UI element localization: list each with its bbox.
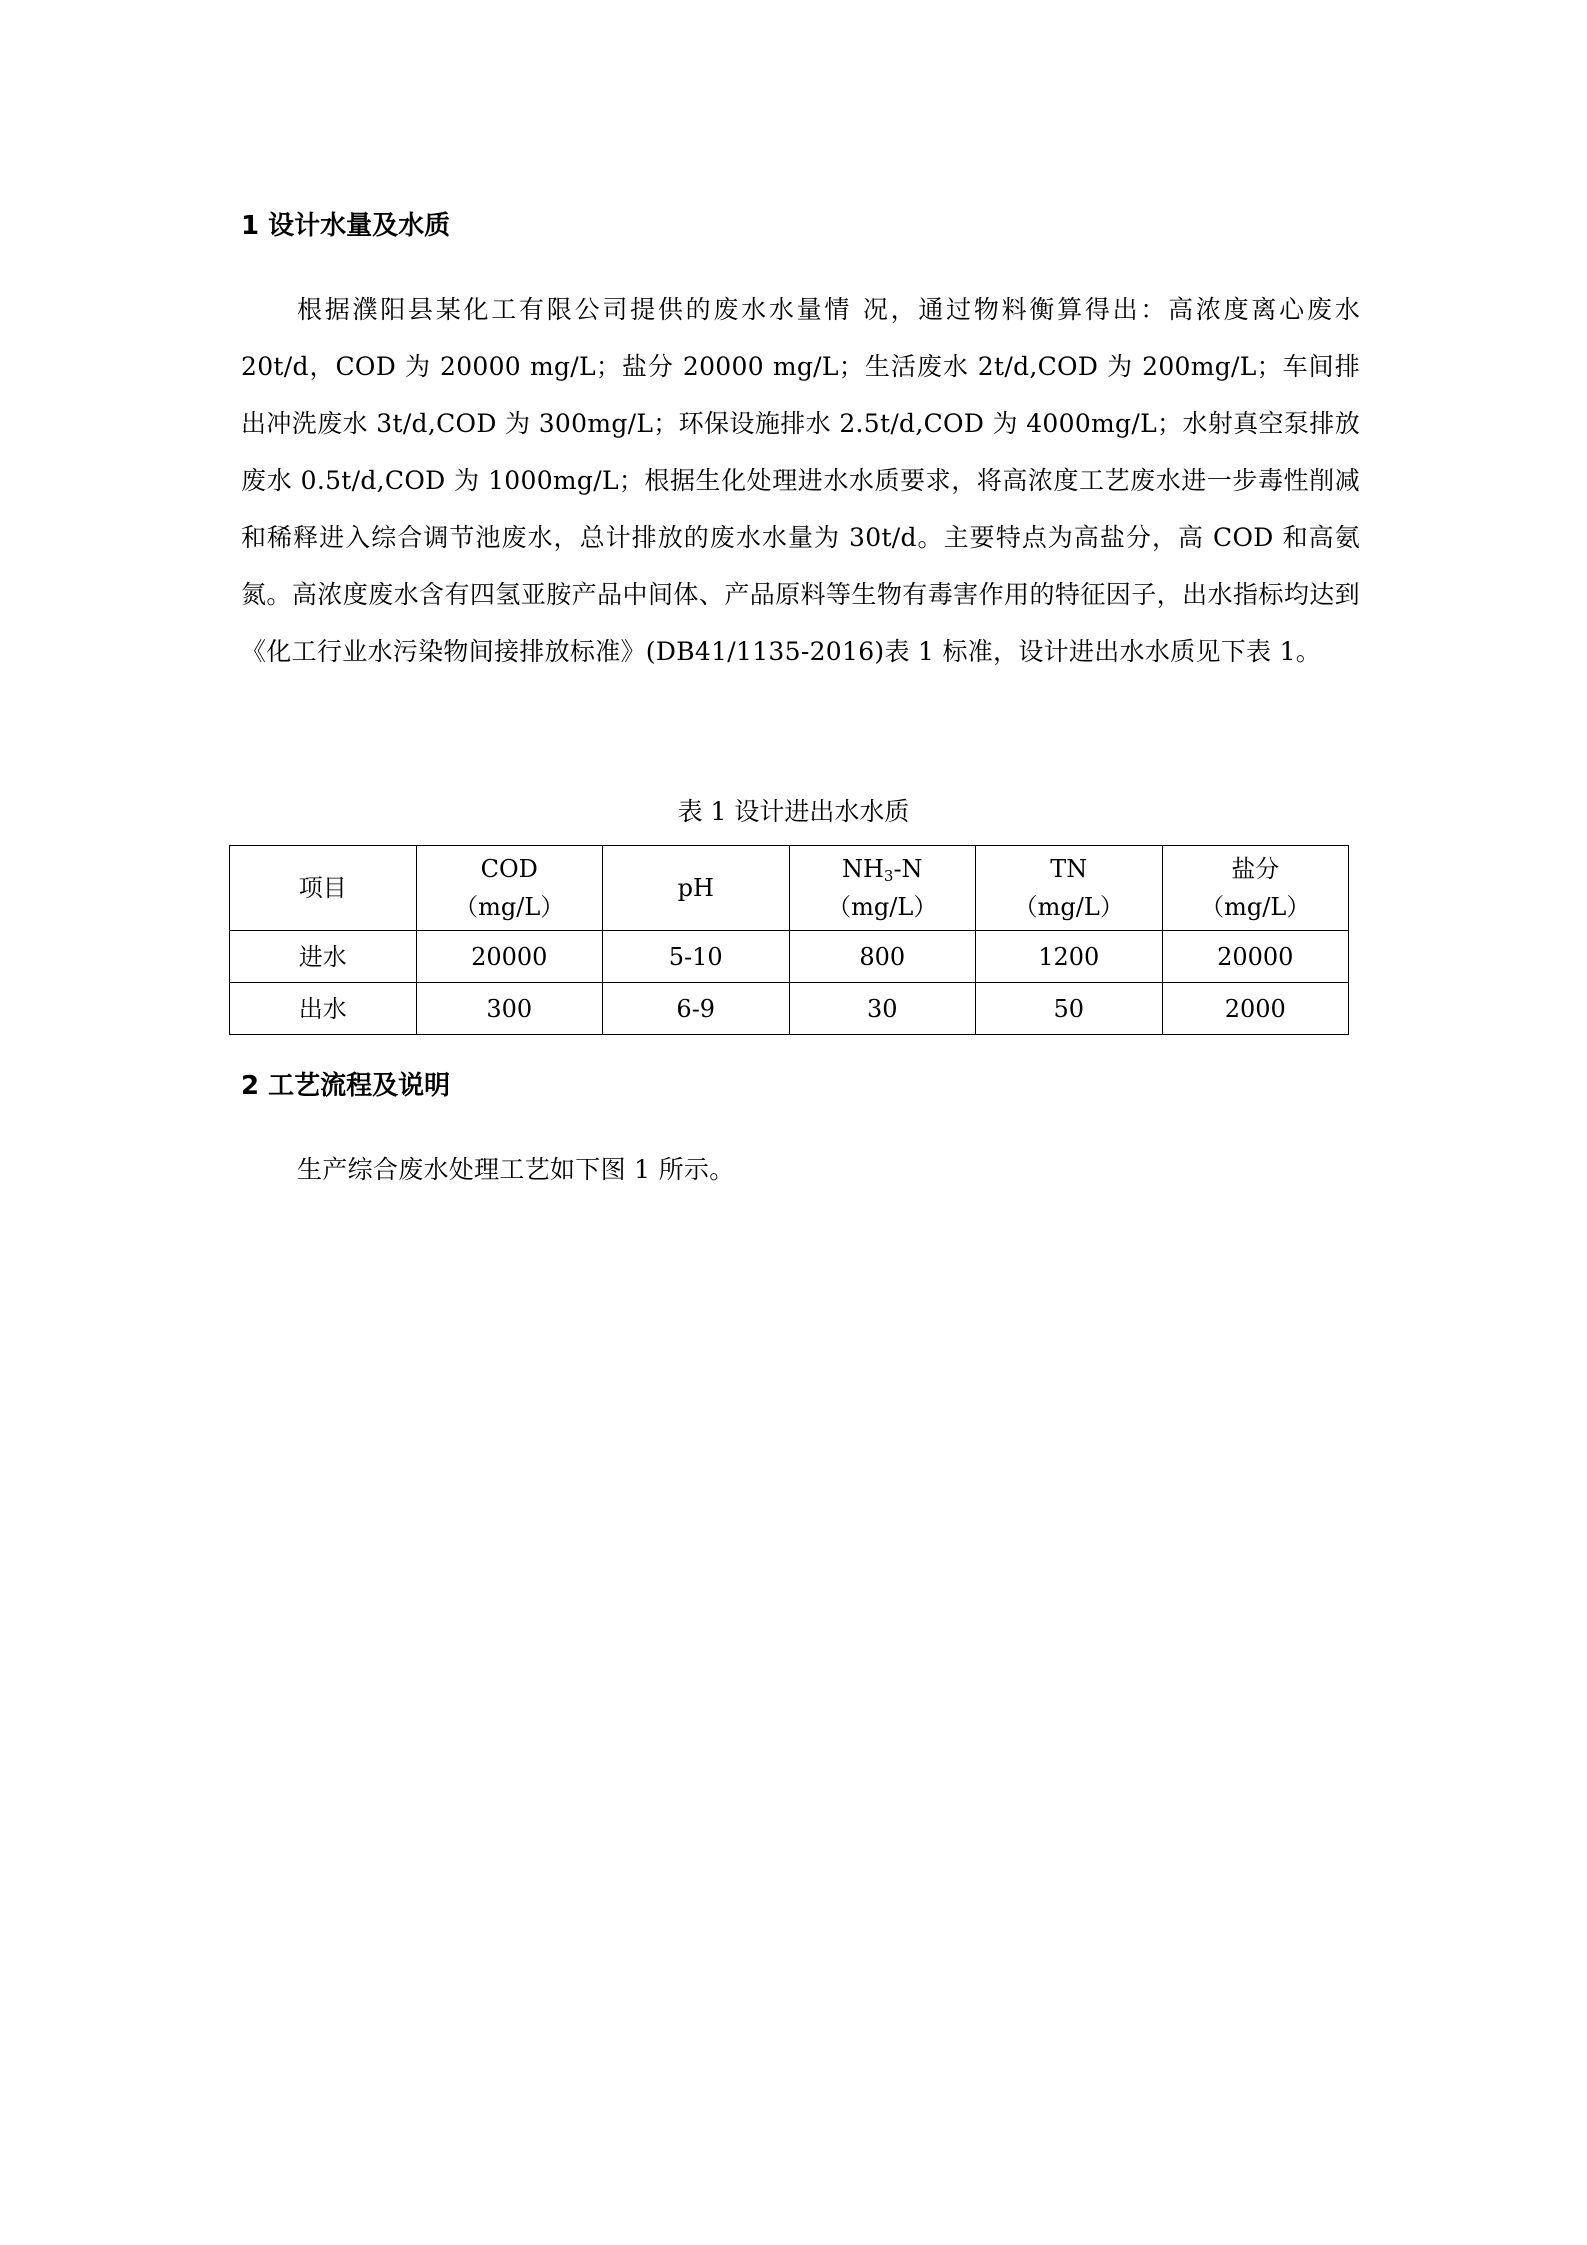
table-cell: 50: [976, 983, 1163, 1035]
header-tn-unit: （mg/L）: [1013, 893, 1124, 921]
row-label: 进水: [230, 931, 417, 983]
section-1-heading: 1 设计水量及水质: [241, 211, 451, 241]
section-1-paragraph: 根据濮阳县某化工有限公司提供的废水水量情 况，通过物料衡算得出：高浓度离心废水 20t/d，COD 为 20000 mg/L；盐分 20000 mg/L；生活废水 2t/d,COD 为 200mg/L；车间排出冲洗废水 3t/d,COD 为 300mg/L；环保设施排水 2.5t/d,COD 为 4000mg/L；水射真空泵排放废水 0.5t/d,COD 为 1000mg/L；根据生化处理进水水质要求，将高浓度工艺废水进一步毒性削减和稀释进入综合调节池废水，总计排放的废水水量为 30t/d。主要特点为高盐分，高 COD 和高氨氮。高浓度废水含有四氢亚胺产品中间体、产品原料等生物有毒害作用的特征因子，出水指标均达到《化工行业水污染物间接排放标准》(DB41/1135-2016)表 1 标准，设计进出水水质见下表 1。: [241, 295, 1360, 666]
header-nh3n: [789, 846, 976, 931]
water-quality-table: [229, 845, 1349, 1035]
header-tn-label: TN: [1050, 855, 1088, 883]
header-nh3n-label: [790, 850, 976, 888]
table-cell: 300: [416, 983, 603, 1035]
header-tn: [976, 846, 1163, 931]
table-cell: 30: [789, 983, 976, 1035]
table-header-row: [230, 846, 1349, 931]
header-item-label: 项目: [298, 874, 347, 902]
header-nh3n-main: NH: [841, 855, 884, 883]
table-cell: 1200: [976, 931, 1163, 983]
header-cod-unit: （mg/L）: [454, 893, 565, 921]
header-ph-label: pH: [677, 874, 714, 902]
header-ph: [603, 846, 790, 931]
header-nh3n-unit: （mg/L）: [827, 893, 938, 921]
section-2-paragraph: 生产综合废水处理工艺如下图 1 所示。: [297, 1155, 735, 1184]
header-cod: [416, 846, 603, 931]
row-label: 出水: [230, 983, 417, 1035]
table-1-caption: 表 1 设计进出水水质: [677, 797, 910, 826]
table-cell: 2000: [1162, 983, 1349, 1035]
header-item: [230, 846, 417, 931]
header-salinity-unit: （mg/L）: [1200, 893, 1311, 921]
header-cod-label: COD: [480, 855, 538, 883]
table-row-inflow: [230, 931, 1349, 983]
header-salinity: [1162, 846, 1349, 931]
section-2-heading: 2 工艺流程及说明: [241, 1071, 451, 1101]
table-cell: 20000: [1162, 931, 1349, 983]
table-cell: 20000: [416, 931, 603, 983]
table-cell: 800: [789, 931, 976, 983]
header-salinity-label: 盐分: [1231, 855, 1280, 883]
header-nh3n-tail: -N: [893, 855, 923, 883]
header-nh3n-subscript: 3: [883, 867, 894, 885]
table-cell: 5-10: [603, 931, 790, 983]
table-cell: 6-9: [603, 983, 790, 1035]
table-row-outflow: [230, 983, 1349, 1035]
